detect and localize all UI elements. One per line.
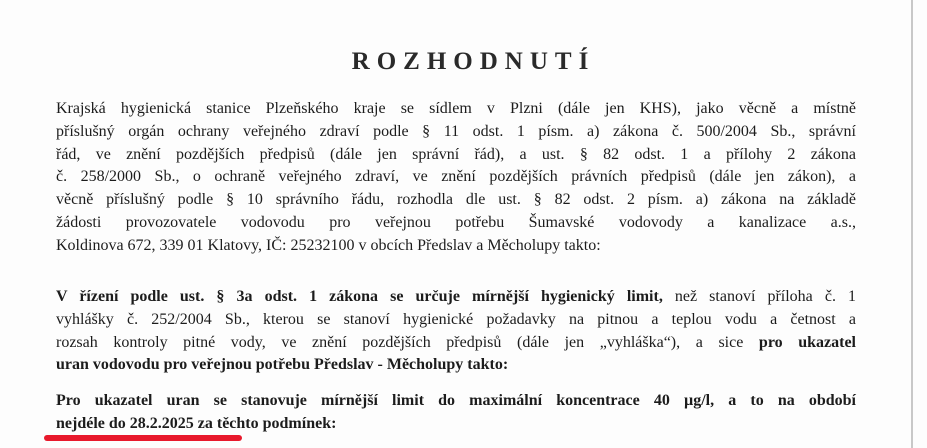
limit-line-1 xyxy=(56,286,856,309)
uranium-line-2-bold: nejdéle do 28.2.2025 za těchto podmínek: xyxy=(56,414,337,432)
intro-line-7: Koldinova 672, 339 01 Klatovy, IČ: 25232100 v obcích Předslav a Měcholupy takto: xyxy=(56,236,601,254)
limit-line-3-normal: rozsah kontroly pitné vody, ve znění pozdějších předpisů (dále jen „vyhláška“), a sice xyxy=(56,333,759,351)
uranium-line-1-bold: Pro ukazatel uran se stanovuje mírnější limit do maximální koncentrace 40 µg/l, a to na období xyxy=(56,392,856,409)
intro-line-6: žádosti provozovatele vodovodu pro veřejnou potřebu Šumavské vodovody a kanalizace a.s., xyxy=(56,213,856,231)
page-edge-divider xyxy=(911,0,913,448)
intro-line-1: Krajská hygienická stanice Plzeňského kraje se sídlem v Plzni (dále jen KHS), jako věcně a místně xyxy=(56,100,856,117)
limit-line-3-bold: pro ukazatel xyxy=(758,333,857,351)
decision-intro-paragraph xyxy=(56,98,856,258)
limit-line-1-normal: než stanoví příloha č. 1 xyxy=(662,288,857,305)
document-title: ROZHODNUTÍ xyxy=(351,48,596,75)
limit-line-3 xyxy=(56,332,856,355)
intro-line-3: řád, ve znění pozdějších předpisů (dále jen správní řád), a ust. § 82 odst. 1 a přílohy 2 zákona xyxy=(56,145,856,163)
limit-line-2: vyhlášky č. 252/2004 Sb., kterou se stanoví hygienické požadavky na pitnou a teplou vodu a četnost a xyxy=(56,310,856,328)
intro-line-2: příslušný orgán ochrany veřejného zdraví podle § 11 odst. 1 písm. a) zákona č. 500/2004 Sb., správní xyxy=(56,122,856,140)
limit-line-4 xyxy=(56,354,856,377)
intro-line-4: č. 258/2000 Sb., o ochraně veřejného zdraví, ve znění pozdějších právních předpisů (dále jen zákon), a xyxy=(56,168,856,186)
uranium-limit-paragraph xyxy=(56,390,856,436)
intro-line-5: věcně příslušný podle § 10 správního řádu, rozhodla dle ust. § 82 odst. 2 písm. a) zákona na základě xyxy=(56,191,856,209)
uranium-line-2 xyxy=(56,413,856,436)
limit-line-4-bold: uran vodovodu pro veřejnou potřebu Předslav - Měcholupy takto: xyxy=(56,356,509,374)
limit-line-1-bold: V řízení podle ust. § 3a odst. 1 zákona se určuje mírnější hygienický limit, xyxy=(56,288,663,305)
limit-determination-paragraph xyxy=(56,286,856,377)
red-underline-highlight xyxy=(44,435,242,441)
uranium-line-1 xyxy=(56,390,856,413)
